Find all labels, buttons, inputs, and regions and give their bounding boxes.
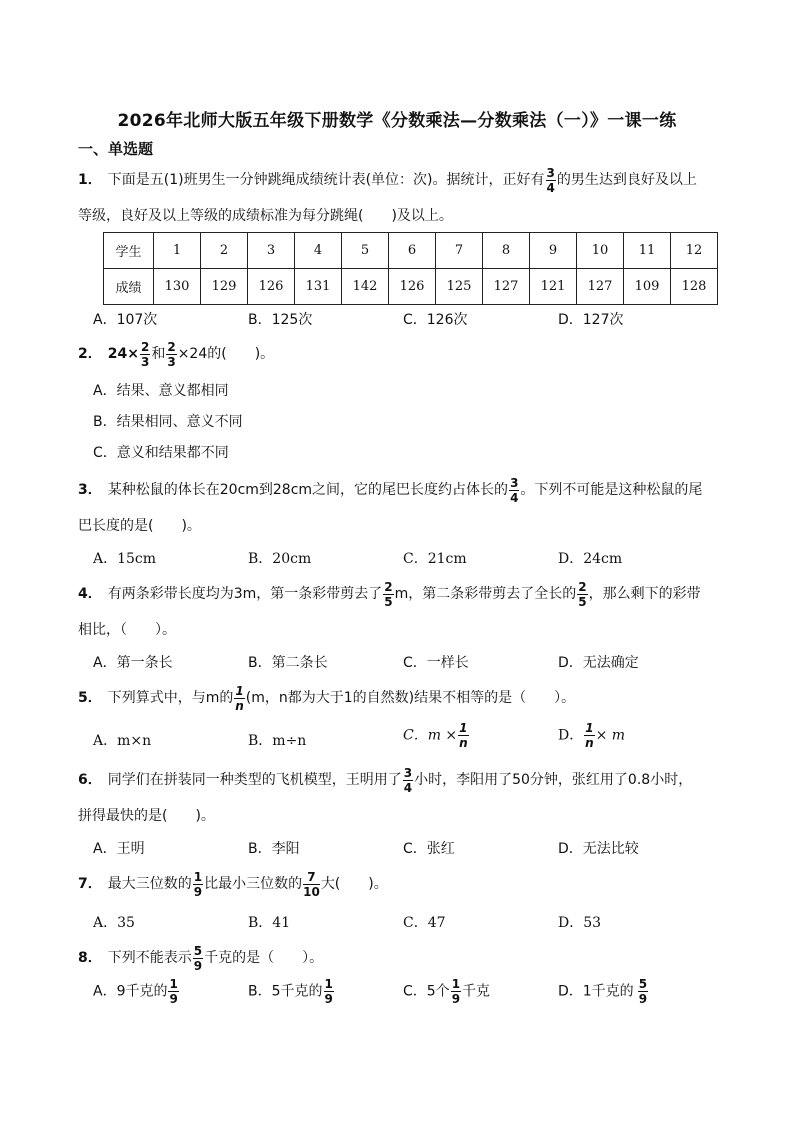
fraction — [451, 978, 461, 1005]
option-d[interactable]: D．无法比较 — [558, 841, 639, 857]
question-text: 和 — [151, 346, 166, 362]
fraction-denominator: 9 — [193, 884, 203, 899]
table-cell: 1 — [154, 233, 201, 269]
table-cell: 121 — [530, 269, 577, 305]
option-c[interactable]: C．一样长 — [403, 655, 469, 671]
score-table — [103, 232, 718, 305]
table-cell: 126 — [389, 269, 436, 305]
question-6-line-2: 拼得最快的是( )。 — [78, 808, 215, 824]
fraction-numerator: 1 — [169, 977, 178, 991]
option-b[interactable]: B．125次 — [248, 312, 313, 328]
option-a[interactable] — [93, 978, 180, 1005]
option-d[interactable]: D．127次 — [558, 312, 624, 328]
fraction-numerator: 1 — [324, 977, 333, 991]
question-text: 最大三位数的 — [107, 876, 192, 892]
fraction-denominator: 9 — [324, 992, 333, 1006]
option-a[interactable]: A．王明 — [93, 841, 145, 857]
fraction-numerator: 1 — [459, 721, 468, 735]
table-row-header: 学生 — [104, 233, 154, 269]
fraction — [234, 685, 244, 712]
table-cell: 4 — [295, 233, 342, 269]
option-a[interactable]: A．第一条长 — [93, 655, 173, 671]
question-7-options — [93, 912, 733, 932]
question-number: 7． — [78, 876, 102, 892]
question-number: 5． — [78, 690, 102, 706]
fraction-denominator: 9 — [169, 992, 178, 1006]
fraction-denominator: n — [459, 736, 468, 750]
question-text: 24× — [107, 346, 139, 362]
option-c-text: C．m × — [403, 727, 458, 744]
question-7 — [78, 866, 718, 902]
option-b[interactable]: B．结果相同、意义不同 — [93, 414, 243, 430]
fraction-denominator: 4 — [546, 180, 555, 195]
option-a[interactable]: A．15cm — [93, 551, 157, 567]
fraction — [509, 477, 519, 504]
option-d-text: × m — [595, 727, 626, 744]
option-b[interactable]: B．李阳 — [248, 841, 300, 857]
table-cell: 3 — [248, 233, 295, 269]
table-cell: 109 — [624, 269, 671, 305]
fraction-denominator: 5 — [384, 594, 393, 609]
option-d-text: D．1千克的 — [558, 983, 634, 1000]
question-1-line-1 — [78, 162, 718, 198]
question-8 — [78, 940, 718, 976]
option-a[interactable]: A．结果、意义都相同 — [93, 383, 229, 399]
question-text: m，第二条彩带剪去了全长的 — [394, 586, 577, 602]
question-number: 4． — [78, 586, 102, 602]
question-text: 。下列不可能是这种松鼠的尾 — [520, 482, 703, 498]
question-5-line-1 — [78, 680, 718, 716]
question-5-options — [93, 721, 733, 750]
fraction-denominator: 5 — [578, 594, 587, 609]
question-text: 大( )。 — [320, 876, 388, 892]
question-2-line-1 — [78, 336, 718, 372]
table-cell: 8 — [483, 233, 530, 269]
option-c[interactable] — [403, 978, 490, 1005]
table-cell: 131 — [295, 269, 342, 305]
fraction-numerator: 2 — [384, 579, 393, 594]
table-cell: 5 — [342, 233, 389, 269]
fraction-numerator: 3 — [546, 165, 555, 180]
question-4-options — [93, 652, 733, 672]
option-b[interactable]: B．20cm — [248, 551, 312, 567]
option-a[interactable]: A．107次 — [93, 312, 158, 328]
question-number: 2． — [78, 346, 102, 362]
question-8-line-1 — [78, 940, 718, 976]
table-cell: 11 — [624, 233, 671, 269]
fraction-numerator: 1 — [193, 869, 203, 884]
fraction — [584, 722, 594, 749]
section-heading: 一、单选题 — [78, 140, 154, 158]
fraction — [168, 978, 178, 1005]
table-cell: 125 — [436, 269, 483, 305]
option-b[interactable]: B．m÷n — [248, 733, 307, 749]
question-text: 同学们在拼装同一种类型的飞机模型，王明用了 — [107, 772, 402, 788]
question-text: 的男生达到良好及以上 — [556, 172, 697, 188]
fraction-denominator: 9 — [451, 992, 461, 1006]
fraction-denominator: n — [235, 698, 244, 713]
fraction — [546, 167, 556, 194]
option-d[interactable] — [558, 978, 649, 1005]
fraction-denominator: 4 — [510, 490, 519, 505]
table-cell: 7 — [436, 233, 483, 269]
fraction-denominator: 4 — [403, 780, 413, 795]
question-text: 下面是五(1)班男生一分钟跳绳成绩统计表(单位：次)。据统计，正好有 — [107, 172, 545, 188]
fraction — [458, 722, 468, 749]
question-text: 千克的是（ ）。 — [204, 950, 324, 966]
question-6 — [78, 762, 718, 834]
fraction-denominator: 3 — [167, 354, 176, 369]
fraction-numerator: 3 — [403, 765, 413, 780]
question-7-line-1 — [78, 866, 718, 902]
fraction-numerator: 2 — [578, 579, 587, 594]
option-b[interactable]: B．第二条长 — [248, 655, 328, 671]
option-c[interactable]: C．21cm — [403, 551, 467, 567]
question-text: 下列算式中，与m的 — [107, 690, 234, 706]
option-c[interactable]: C．47 — [403, 915, 446, 931]
question-6-options — [93, 838, 733, 858]
question-text: 比最小三位数的 — [204, 876, 303, 892]
fraction — [193, 871, 203, 898]
table-cell: 128 — [671, 269, 718, 305]
question-1 — [78, 162, 718, 234]
table-cell: 127 — [483, 269, 530, 305]
fraction-numerator: 5 — [638, 977, 648, 991]
table-cell: 142 — [342, 269, 389, 305]
table-cell: 126 — [248, 269, 295, 305]
question-4 — [78, 576, 718, 648]
option-d[interactable] — [558, 722, 625, 749]
option-d[interactable]: D．无法确定 — [558, 655, 639, 671]
question-text: 某种松鼠的体长在20cm到28cm之间，它的尾巴长度约占体长的 — [107, 482, 509, 498]
option-a-text: A．9千克的 — [93, 983, 168, 1000]
question-3-line-2: 巴长度的是( )。 — [78, 518, 201, 534]
option-b[interactable]: B．41 — [248, 915, 291, 931]
question-number: 1． — [78, 172, 102, 188]
fraction-denominator: 3 — [140, 354, 150, 369]
option-d[interactable]: D．24cm — [558, 551, 623, 567]
question-number: 6． — [78, 772, 102, 788]
fraction-denominator: n — [585, 736, 594, 750]
option-c[interactable]: C．126次 — [403, 312, 468, 328]
question-1-line-2: 等级，良好及以上等级的成绩标准为每分跳绳( )及以上。 — [78, 208, 453, 224]
question-8-options — [93, 977, 733, 1006]
table-row-header: 成绩 — [104, 269, 154, 305]
question-1-options — [93, 309, 733, 329]
fraction-numerator: 2 — [167, 339, 176, 354]
table-cell: 2 — [201, 233, 248, 269]
fraction-numerator: 3 — [510, 475, 519, 490]
option-b-text: B．5千克的 — [248, 983, 323, 1000]
question-3-line-1 — [78, 472, 718, 508]
question-text: 有两条彩带长度均为3m，第一条彩带剪去了 — [107, 586, 383, 602]
fraction-numerator: 2 — [140, 339, 150, 354]
option-a[interactable]: A．35 — [93, 915, 135, 931]
table-cell: 129 — [201, 269, 248, 305]
question-text: 下列不能表示 — [107, 950, 192, 966]
table-cell: 6 — [389, 233, 436, 269]
question-4-line-1 — [78, 576, 718, 612]
fraction-numerator: 1 — [585, 721, 594, 735]
fraction — [303, 871, 320, 898]
table-row — [104, 269, 718, 305]
option-c[interactable]: C．意义和结果都不同 — [93, 445, 229, 461]
question-text: 小时，李阳用了50分钟，张红用了0.8小时， — [414, 772, 693, 788]
question-4-line-2: 相比，（ ）。 — [78, 622, 176, 638]
fraction-numerator: 1 — [235, 683, 244, 698]
question-text: ，那么剩下的彩带 — [588, 586, 701, 602]
question-text: ×24的( )。 — [177, 346, 275, 362]
fraction-numerator: 7 — [303, 871, 320, 885]
fraction — [403, 767, 413, 794]
fraction — [166, 341, 176, 368]
table-cell: 12 — [671, 233, 718, 269]
fraction — [577, 581, 587, 608]
fraction — [324, 978, 334, 1005]
question-5 — [78, 680, 718, 716]
fraction-denominator: 9 — [193, 958, 203, 973]
table-row — [104, 233, 718, 269]
table-cell: 130 — [154, 269, 201, 305]
fraction — [638, 978, 648, 1005]
table-cell: 127 — [577, 269, 624, 305]
question-3-options — [93, 548, 733, 568]
table-cell: 10 — [577, 233, 624, 269]
option-c[interactable] — [403, 722, 470, 749]
fraction-numerator: 5 — [193, 943, 203, 958]
fraction — [193, 945, 203, 972]
fraction-numerator: 1 — [451, 977, 461, 991]
fraction-denominator: 9 — [638, 992, 648, 1006]
question-6-line-1 — [78, 762, 718, 798]
option-b[interactable] — [248, 978, 335, 1005]
table-cell: 9 — [530, 233, 577, 269]
option-a[interactable]: A．m×n — [93, 733, 152, 749]
question-number: 3． — [78, 482, 102, 498]
question-text: (m，n都为大于1的自然数)结果不相等的是（ ）。 — [245, 690, 576, 706]
option-c-unit: 千克 — [462, 983, 491, 1000]
question-3 — [78, 472, 718, 544]
page-title: 2026年北师大版五年级下册数学《分数乘法—分数乘法（一）》一课一练 — [117, 111, 677, 131]
question-2 — [78, 336, 718, 372]
option-c-text: C．5个 — [403, 983, 450, 1000]
fraction — [383, 581, 393, 608]
option-d[interactable]: D．53 — [558, 915, 602, 931]
option-d-label: D． — [558, 727, 584, 744]
fraction-denominator: 10 — [303, 884, 320, 899]
question-number: 8． — [78, 950, 102, 966]
option-c[interactable]: C．张红 — [403, 841, 455, 857]
fraction — [140, 341, 150, 368]
